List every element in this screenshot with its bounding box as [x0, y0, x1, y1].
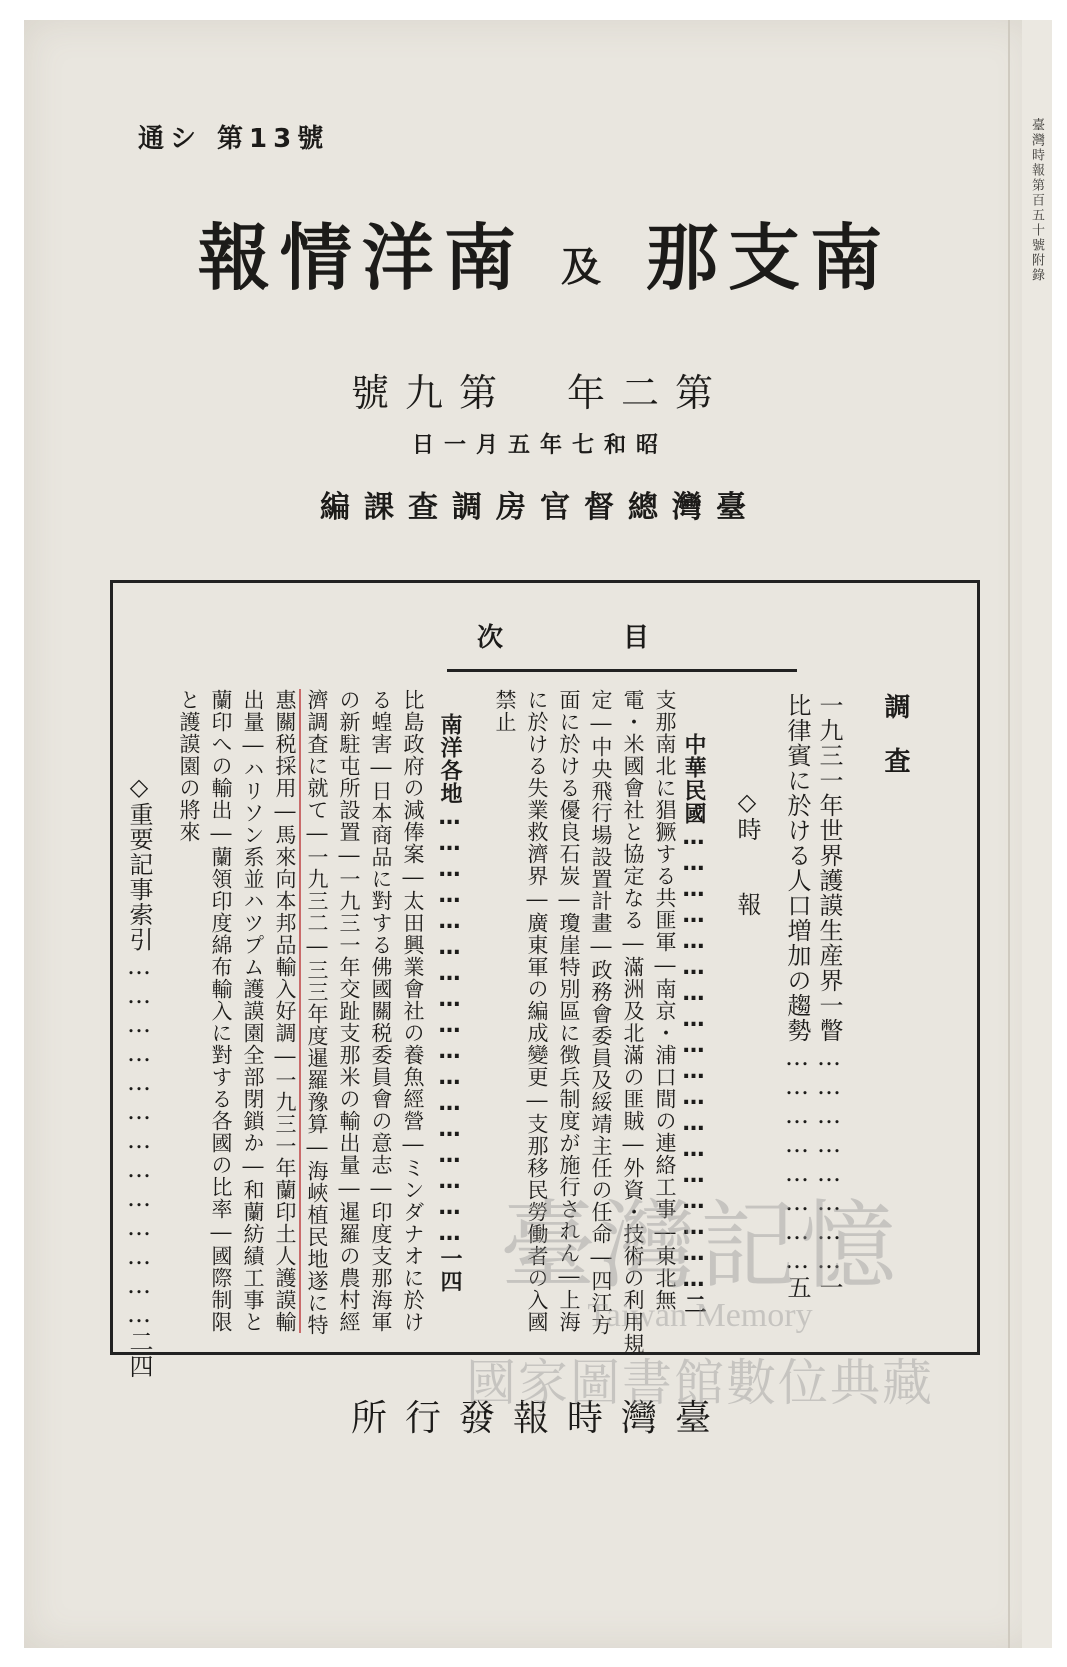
toc-nanyo-line-1: 比島政府の減俸案―太田興業會社の養魚經營―ミンダナオに於け	[401, 689, 425, 1333]
toc-nanyo-line-3: の新駐屯所設置―一九三一年交趾支那米の輸出量―暹羅の農村經	[337, 689, 361, 1333]
toc-china-heading[interactable]: 中華民國………………………………………………二	[681, 733, 706, 1316]
page-edge	[1008, 20, 1010, 1648]
toc-nanyo-line-2: る蝗害―日本商品に對する佛國關税委員會の意志―印度支那海軍	[369, 689, 393, 1333]
toc-china-line-1: 支那南北に猖獗する共匪軍―南京・浦口間の連絡工事―東北無	[653, 689, 677, 1311]
toc-title: 次目	[476, 623, 769, 653]
toc-survey-item-2[interactable]: 比律賓に於ける人口増加の趨勢……………………五	[783, 693, 811, 1300]
toc-china-line-2: 電・米國會社と協定なる―滿洲及北滿の匪賊―外資・技術の利用規	[621, 689, 645, 1355]
toc-nanyo-line-5: 惠關税採用―馬來向本邦品輸入好調―一九三一年蘭印土人護謨輸	[271, 689, 301, 1333]
toc-nanyo-line-6: 出量―ハリソン系並ハツプム護謨園全部閉鎖か―和蘭紡績工事と	[241, 689, 265, 1333]
journal-title	[160, 200, 930, 304]
title-part-3: 那支南	[646, 215, 893, 300]
toc-china-line-5: に於ける失業救濟界―廣東軍の編成變更―支那移民勞働者の入國	[525, 689, 549, 1333]
table-of-contents	[110, 580, 980, 1379]
toc-nanyo-line-4: 濟調査に就て―一九三二―三三年度暹羅豫算―海峽植民地遂に特	[305, 689, 329, 1336]
toc-section-jihou: ◇時 報	[733, 788, 761, 917]
serial-number: 通シ 第13號	[138, 124, 330, 154]
toc-china-line-4: 面に於ける優良石炭―瓊崖特別區に徴兵制度が施行されん―上海	[557, 689, 581, 1333]
toc-survey-item-1[interactable]: 一九三一年世界護謨生産界一瞥……………………一	[815, 693, 843, 1300]
issue-number: 號九第 年二第	[350, 371, 729, 415]
margin-note: 臺灣時報第百五十號附錄	[1029, 118, 1044, 283]
publisher: 所行發報時灣臺	[350, 1398, 729, 1439]
publication-date: 日一月五年七和昭	[411, 433, 668, 458]
watermark-calligraphy: 臺灣記憶	[500, 1190, 900, 1302]
title-part-2: 及	[561, 243, 611, 291]
toc-nanyo-line-8: と護謨園の將來	[177, 689, 201, 843]
title-part-1: 報情洋南	[197, 215, 526, 300]
watermark-chinese: 國家圖書館數位典藏	[466, 1354, 934, 1412]
toc-section-survey: 調 査	[880, 693, 910, 774]
toc-nanyo-heading[interactable]: 南洋各地……………………………………………一四	[437, 713, 462, 1293]
watermark-english: Taiwan Memory	[587, 1297, 813, 1334]
editor-line: 編課查調房官督總灣臺	[320, 490, 760, 525]
toc-index-entry[interactable]: ◇重要記事索引…………………………………二四	[125, 773, 153, 1379]
toc-china-line-6: 禁止	[493, 689, 517, 733]
toc-title-rule	[447, 669, 797, 672]
toc-china-line-3: 定―中央飛行場設置計畫―政務會委員及綏靖主任の任命―四江方	[589, 689, 613, 1336]
toc-nanyo-line-7: 蘭印への輸出―蘭領印度綿布輸入に對する各國の比率―國際制限	[209, 689, 233, 1333]
